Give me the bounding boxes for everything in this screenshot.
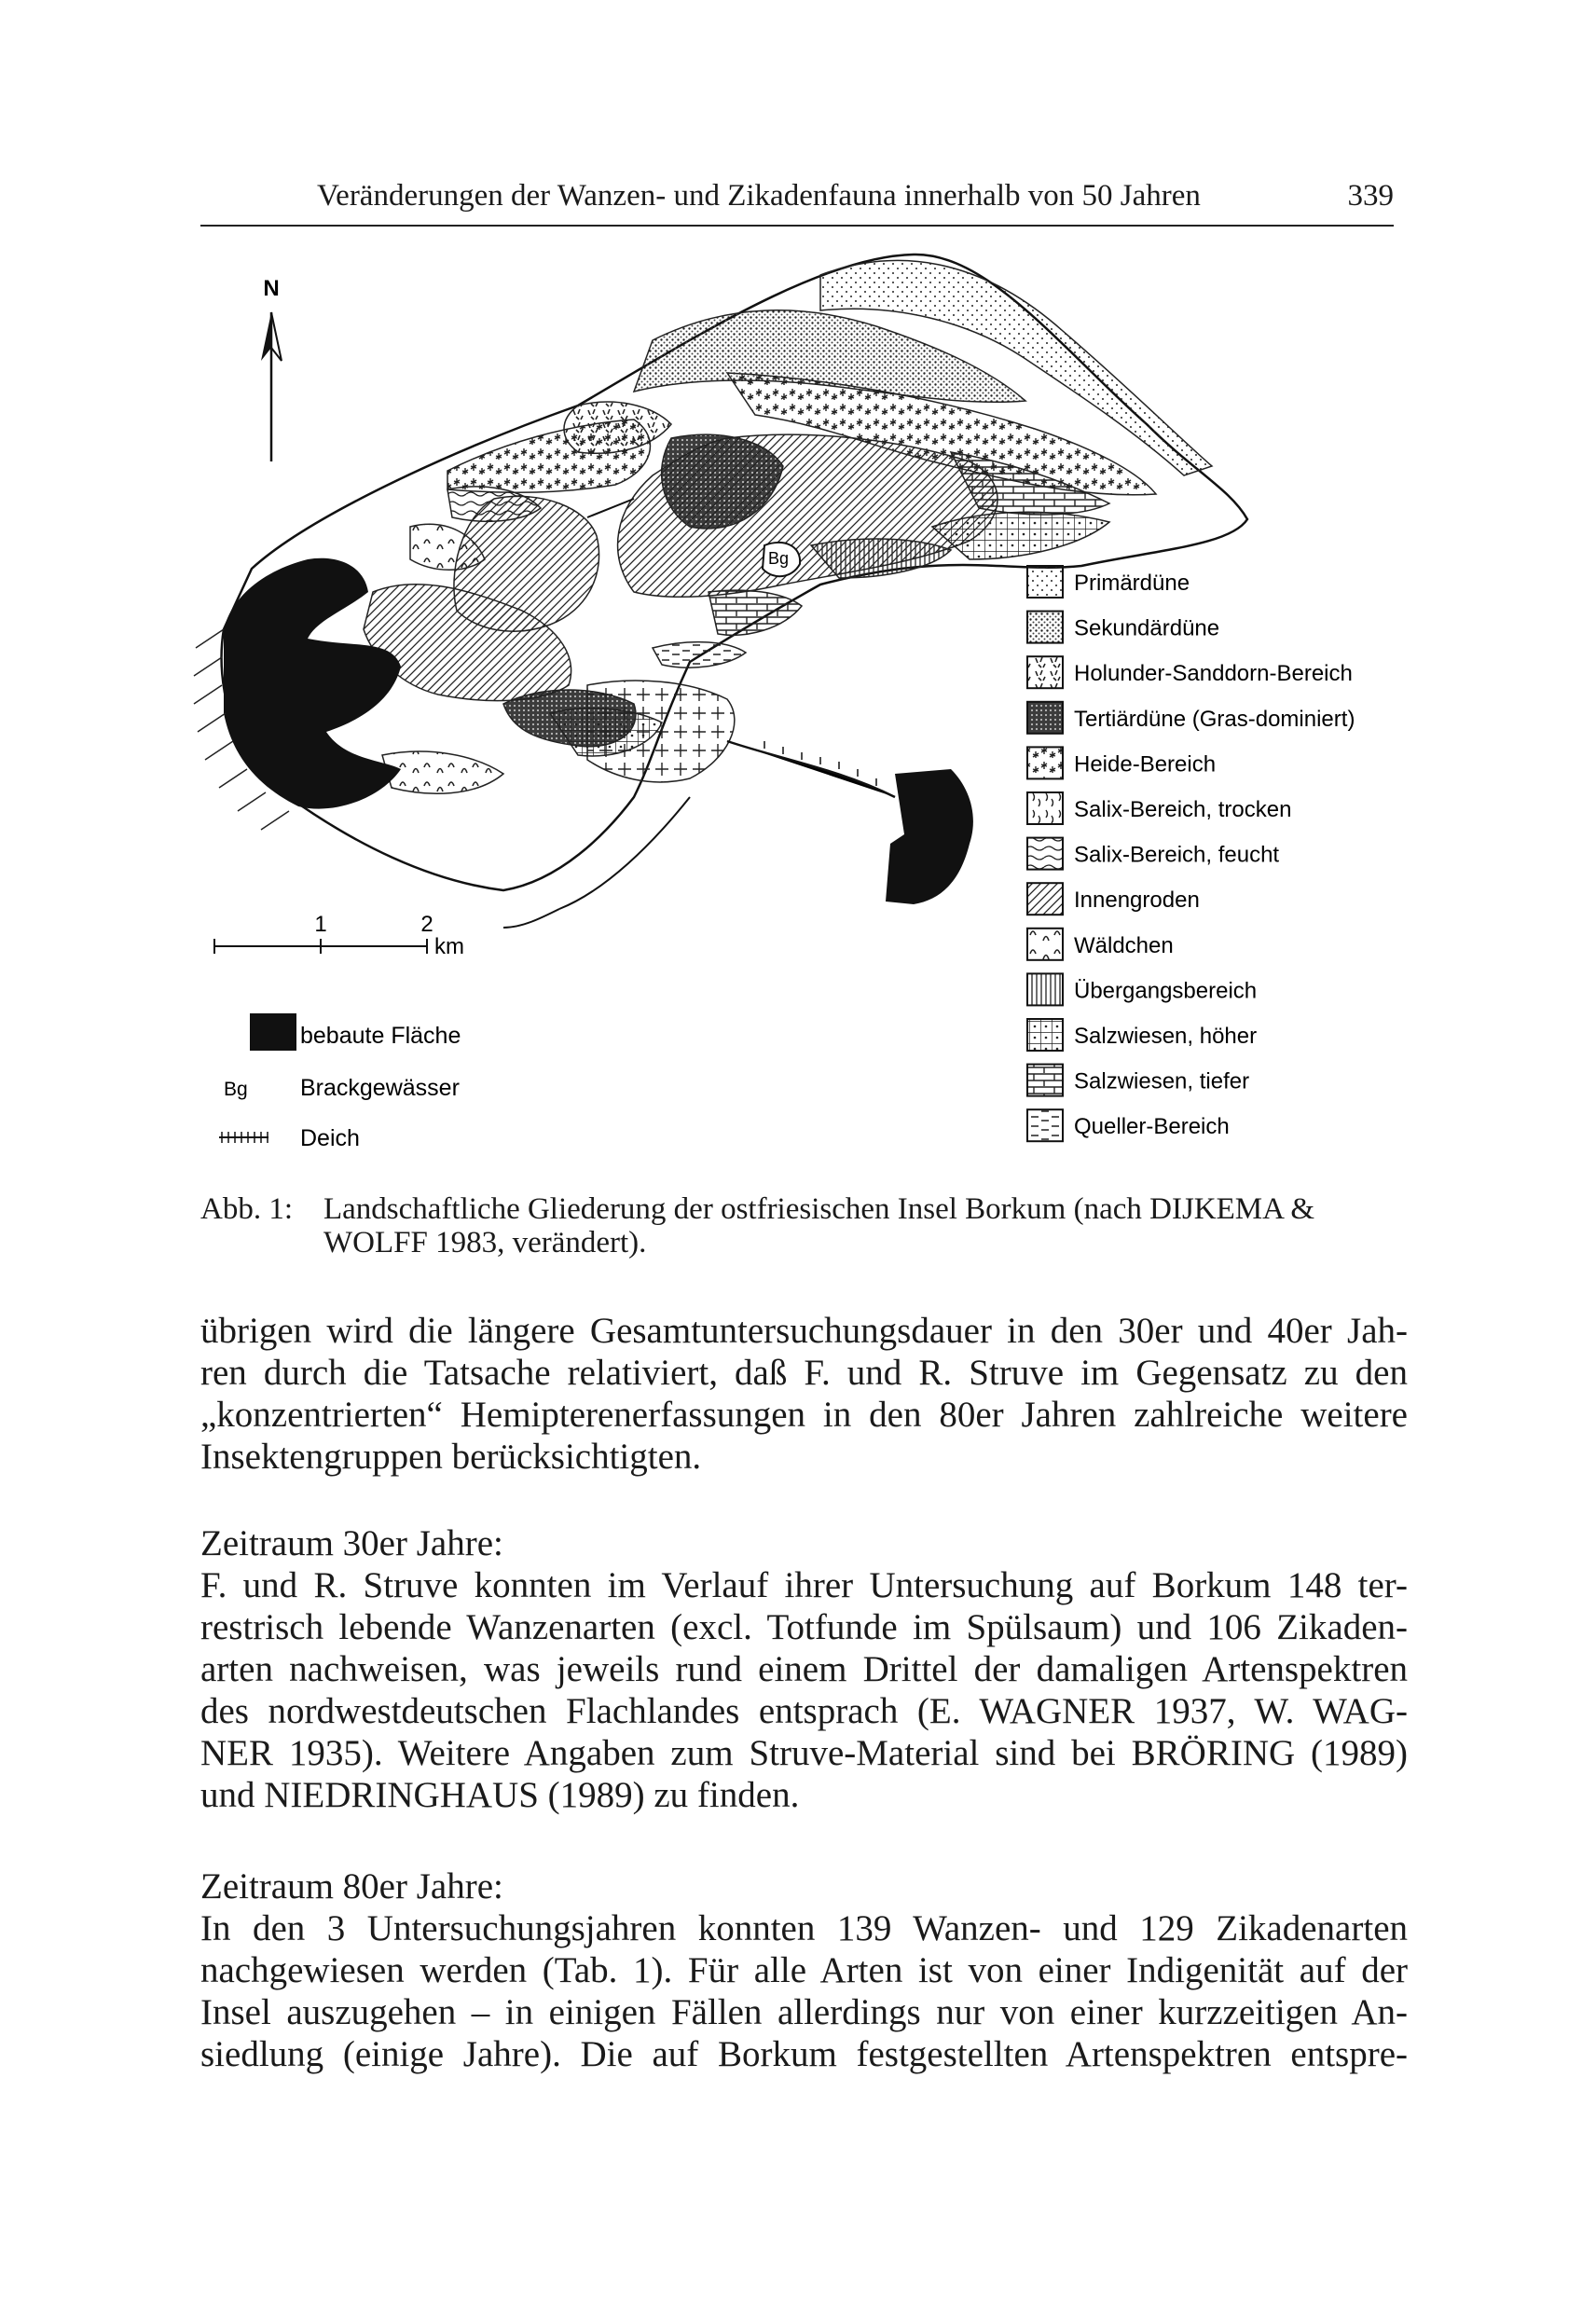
paragraph-1 xyxy=(200,1310,1408,1478)
brackwater-map-label: Bg xyxy=(767,549,790,568)
legend-swatch-stars xyxy=(1027,747,1063,778)
legend-label: Salzwiesen, tiefer xyxy=(1074,1068,1250,1094)
legend-bg-symbol: Bg xyxy=(224,1079,248,1100)
caption-line: WOLFF 1983, verändert). xyxy=(323,1226,647,1259)
legend-label: Salix-Bereich, feucht xyxy=(1074,842,1280,868)
built-up-symbol xyxy=(250,1013,296,1051)
caption-line: Landschaftliche Gliederung der ostfriesischen Insel Borkum (nach DIJKEMA & xyxy=(323,1192,1315,1226)
header-rule xyxy=(200,225,1394,227)
scale-bar xyxy=(214,912,464,959)
text-line: F. und R. Struve konnten im Verlauf ihrer Untersuchung auf Borkum 148 ter- xyxy=(200,1565,1408,1605)
text-line: ren durch die Tatsache relativiert, daß F. und R. Struve im Gegensatz zu den xyxy=(200,1353,1408,1393)
dike-symbol xyxy=(219,1132,268,1143)
legend-label: Übergangsbereich xyxy=(1074,978,1258,1004)
scale-unit: km xyxy=(434,934,464,959)
legend-label: Holunder-Sanddorn-Bereich xyxy=(1074,661,1353,687)
text-line: Insel auszugehen – in einigen Fällen allerdings nur von einer kurzzeitigen An- xyxy=(200,1992,1408,2032)
legend-swatch-wavy-vertical xyxy=(1027,792,1063,824)
text-line: „konzentrierten“ Hemipterenerfassungen in den 80er Jahren zahlreiche weitere xyxy=(200,1395,1408,1435)
legend-label: Wäldchen xyxy=(1074,932,1174,958)
scale-tick-2: 2 xyxy=(420,912,433,937)
section-heading: Zeitraum 30er Jahre: xyxy=(200,1523,503,1563)
running-head-title: Veränderungen der Wanzen- und Zikadenfauna innerhalb von 50 Jahren xyxy=(317,179,1201,213)
paragraph-2 xyxy=(200,1522,1408,1816)
north-arrow xyxy=(261,276,282,461)
text-line: restrisch lebende Wanzenarten (excl. Totfunde im Spülsaum) und 106 Zikaden- xyxy=(200,1607,1408,1647)
legend-label: Tertiärdüne (Gras-dominiert) xyxy=(1074,706,1355,732)
legend-swatch-ticks xyxy=(1027,656,1063,688)
legend-left xyxy=(219,1013,461,1151)
running-head xyxy=(317,173,1394,229)
legend-label: Primärdüne xyxy=(1074,571,1190,596)
legend-label: Salzwiesen, höher xyxy=(1074,1024,1258,1049)
legend-swatch-vertical-lines xyxy=(1027,973,1063,1005)
legend-swatch-dark-stipple xyxy=(1027,702,1063,734)
legend-label: Innengroden xyxy=(1074,888,1200,914)
borkum-map-figure xyxy=(168,238,1417,1170)
text-line: übrigen wird die längere Gesamtuntersuchungsdauer in den 30er und 40er Jah- xyxy=(200,1311,1408,1351)
legend-swatch-dots xyxy=(1027,566,1063,598)
text-line: NER 1935). Weitere Angaben zum Struve-Material sind bei BRÖRING (1989) xyxy=(200,1733,1408,1773)
text-line: und NIEDRINGHAUS (1989) zu finden. xyxy=(200,1775,800,1815)
legend-label: Salix-Bereich, trocken xyxy=(1074,797,1292,822)
legend-label: Sekundärdüne xyxy=(1074,615,1220,641)
section-heading: Zeitraum 80er Jahre: xyxy=(200,1866,503,1906)
scale-tick-1: 1 xyxy=(314,912,327,937)
legend-swatch-trees xyxy=(1027,929,1063,960)
legend-label: Queller-Bereich xyxy=(1074,1114,1230,1140)
legend-swatch-diagonal xyxy=(1027,883,1063,915)
caption-label: Abb. 1: xyxy=(200,1192,293,1226)
legend-label: Heide-Bereich xyxy=(1074,751,1217,778)
legend-brackwater-label: Brackgewässer xyxy=(300,1075,460,1101)
paragraph-3 xyxy=(200,1865,1408,2075)
text-line: siedlung (einige Jahre). Die auf Borkum festgestellten Artenspektren entspre- xyxy=(200,2034,1408,2074)
legend-right xyxy=(1027,566,1355,1141)
text-line: des nordwestdeutschen Flachlandes entsprach (E. WAGNER 1937, W. WAG- xyxy=(200,1691,1408,1731)
text-line: Insektengruppen berücksichtigten. xyxy=(200,1437,702,1477)
legend-swatch-dense-dots xyxy=(1027,612,1063,643)
legend-swatch-dashes xyxy=(1027,1109,1063,1141)
legend-dike-label: Deich xyxy=(300,1125,360,1151)
legend-swatch-waves xyxy=(1027,838,1063,870)
caption-text xyxy=(323,1192,1405,1259)
text-line: arten nachweisen, was jeweils rund einem Drittel der damaligen Artenspektren xyxy=(200,1649,1408,1689)
north-label: N xyxy=(263,276,280,301)
legend-built-up-label: bebaute Fläche xyxy=(300,1023,461,1049)
text-line: nachgewiesen werden (Tab. 1). Für alle Arten ist von einer Indigenität auf der xyxy=(200,1950,1408,1990)
legend-swatch-grid-dots xyxy=(1027,1019,1063,1051)
page-number: 339 xyxy=(1347,179,1394,213)
text-line: In den 3 Untersuchungsjahren konnten 139 Wanzen- und 129 Zikadenarten xyxy=(200,1908,1408,1948)
legend-swatch-bricks xyxy=(1027,1065,1063,1096)
